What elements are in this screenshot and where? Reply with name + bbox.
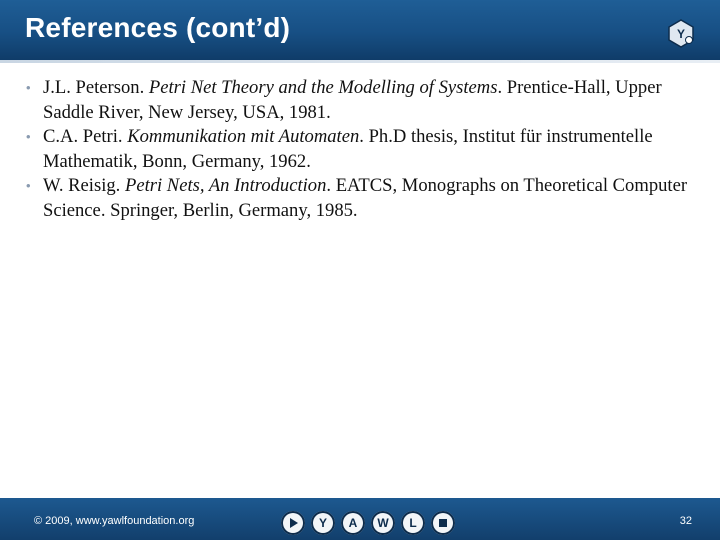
slide-header xyxy=(0,0,720,60)
copyright-text: © 2009, www.yawlfoundation.org xyxy=(34,515,195,527)
reference-item xyxy=(26,174,716,223)
yawl-l-button[interactable] xyxy=(401,511,425,535)
reference-author: W. Reisig. xyxy=(43,175,125,196)
play-icon xyxy=(287,517,299,529)
reference-work-title: Petri Nets, An Introduction xyxy=(124,175,327,196)
yawl-a-button[interactable] xyxy=(341,511,365,535)
yawl-y-button[interactable] xyxy=(311,511,335,535)
reference-work-title: Petri Net Theory and the Modelling of Systems xyxy=(148,77,498,98)
yawl-logo-icon xyxy=(666,18,696,48)
bullet-icon: • xyxy=(26,178,31,193)
a-icon: A xyxy=(348,516,358,530)
reference-list xyxy=(26,76,716,223)
stop-button[interactable] xyxy=(431,511,455,535)
reference-author: C.A. Petri. xyxy=(43,126,128,147)
reference-details: . Prentice-Hall, Upper Saddle River, New Jersey, USA, 1981. xyxy=(43,77,662,123)
reference-author: J.L. Peterson. xyxy=(43,77,149,98)
page-number: 32 xyxy=(679,515,692,527)
w-icon: W xyxy=(377,516,389,530)
svg-text:Y: Y xyxy=(676,27,686,41)
reference-item xyxy=(26,125,716,174)
slide-title: References (cont’d) xyxy=(25,12,291,43)
play-button[interactable] xyxy=(281,511,305,535)
bullet-icon: • xyxy=(26,80,31,95)
yawl-w-button[interactable] xyxy=(371,511,395,535)
header-divider xyxy=(0,60,720,63)
stop-icon xyxy=(437,517,449,529)
reference-work-title: Kommunikation mit Automaten xyxy=(127,126,360,147)
l-icon: L xyxy=(409,516,417,530)
bullet-icon: • xyxy=(26,129,31,144)
reference-details: . Ph.D thesis, Institut für instrumentelle Mathematik, Bonn, Germany, 1962. xyxy=(43,126,653,172)
reference-item xyxy=(26,76,716,125)
reference-details: . EATCS, Monographs on Theoretical Computer Science. Springer, Berlin, Germany, 1985. xyxy=(43,175,688,221)
navigation-controls xyxy=(281,511,455,535)
y-icon: Y xyxy=(318,516,327,530)
